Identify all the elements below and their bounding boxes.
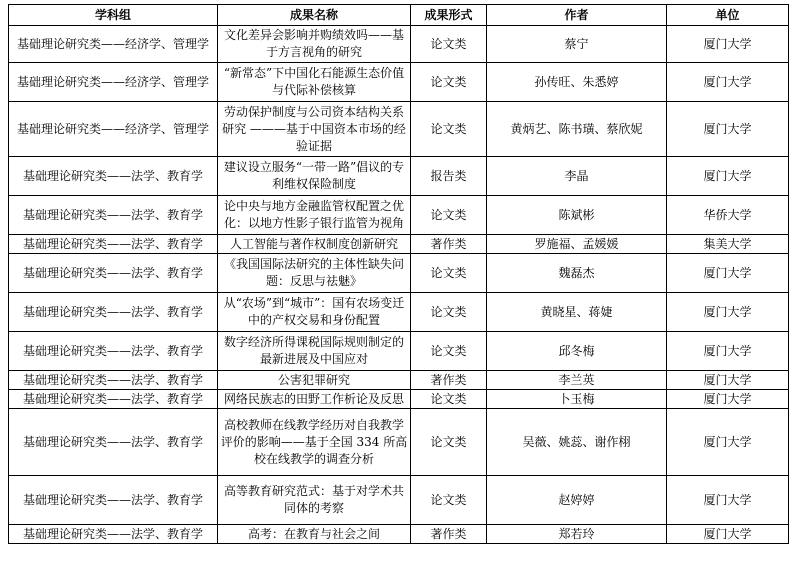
cell-unit: 厦门大学 [667, 26, 789, 63]
header-author: 作者 [487, 5, 667, 26]
cell-form: 报告类 [411, 157, 487, 196]
table-row [9, 196, 789, 235]
cell-group: 基础理论研究类——经济学、管理学 [9, 102, 218, 157]
cell-unit: 厦门大学 [667, 157, 789, 196]
table-row [9, 525, 789, 544]
cell-unit: 厦门大学 [667, 390, 789, 409]
header-group: 学科组 [9, 5, 218, 26]
cell-group: 基础理论研究类——法学、教育学 [9, 293, 218, 332]
cell-author: 孙传旺、朱悉婷 [487, 63, 667, 102]
header-row [9, 5, 789, 26]
cell-unit: 厦门大学 [667, 293, 789, 332]
cell-author: 黄晓星、蒋婕 [487, 293, 667, 332]
cell-title: 从“农场”到“城市”：国有农场变迁中的产权交易和身份配置 [218, 293, 411, 332]
table-row [9, 409, 789, 476]
cell-group: 基础理论研究类——法学、教育学 [9, 254, 218, 293]
cell-group: 基础理论研究类——法学、教育学 [9, 390, 218, 409]
cell-unit: 厦门大学 [667, 332, 789, 371]
cell-author: 邱冬梅 [487, 332, 667, 371]
cell-group: 基础理论研究类——法学、教育学 [9, 476, 218, 525]
cell-title: 文化差异会影响并购绩效吗——基于方言视角的研究 [218, 26, 411, 63]
cell-title: 高等教育研究范式：基于对学术共同体的考察 [218, 476, 411, 525]
cell-form: 论文类 [411, 254, 487, 293]
cell-author: 魏磊杰 [487, 254, 667, 293]
cell-unit: 华侨大学 [667, 196, 789, 235]
cell-unit: 厦门大学 [667, 525, 789, 544]
awards-table [8, 4, 789, 544]
cell-form: 论文类 [411, 26, 487, 63]
cell-author: 蔡宁 [487, 26, 667, 63]
cell-form: 著作类 [411, 525, 487, 544]
table-row [9, 26, 789, 63]
cell-form: 论文类 [411, 293, 487, 332]
cell-group: 基础理论研究类——法学、教育学 [9, 409, 218, 476]
cell-title: 网络民族志的田野工作析论及反思 [218, 390, 411, 409]
header-unit: 单位 [667, 5, 789, 26]
cell-form: 论文类 [411, 390, 487, 409]
cell-title: 论中央与地方金融监管权配置之优化：以地方性影子银行监管为视角 [218, 196, 411, 235]
table-row [9, 371, 789, 390]
cell-form: 论文类 [411, 196, 487, 235]
cell-author: 陈斌彬 [487, 196, 667, 235]
cell-author: 郑若玲 [487, 525, 667, 544]
cell-title: 高校教师在线教学经历对自我教学评价的影响——基于全国 334 所高校在线教学的调查分析 [218, 409, 411, 476]
cell-author: 卜玉梅 [487, 390, 667, 409]
table-row [9, 63, 789, 102]
cell-group: 基础理论研究类——法学、教育学 [9, 332, 218, 371]
cell-title: 公害犯罪研究 [218, 371, 411, 390]
cell-form: 论文类 [411, 476, 487, 525]
cell-group: 基础理论研究类——法学、教育学 [9, 525, 218, 544]
cell-group: 基础理论研究类——法学、教育学 [9, 196, 218, 235]
cell-unit: 厦门大学 [667, 254, 789, 293]
cell-title: 《我国国际法研究的主体性缺失问题：反思与祛魅》 [218, 254, 411, 293]
cell-author: 罗施福、孟媛媛 [487, 235, 667, 254]
cell-title: 高考：在教育与社会之间 [218, 525, 411, 544]
table-row [9, 254, 789, 293]
cell-form: 论文类 [411, 409, 487, 476]
table-row [9, 476, 789, 525]
cell-unit: 厦门大学 [667, 476, 789, 525]
header-title: 成果名称 [218, 5, 411, 26]
cell-form: 论文类 [411, 102, 487, 157]
cell-group: 基础理论研究类——经济学、管理学 [9, 63, 218, 102]
cell-unit: 厦门大学 [667, 63, 789, 102]
cell-title: 人工智能与著作权制度创新研究 [218, 235, 411, 254]
cell-title: 建议设立服务“一带一路”倡议的专利维权保险制度 [218, 157, 411, 196]
cell-unit: 厦门大学 [667, 371, 789, 390]
table-row [9, 332, 789, 371]
cell-form: 论文类 [411, 332, 487, 371]
cell-unit: 厦门大学 [667, 409, 789, 476]
cell-group: 基础理论研究类——经济学、管理学 [9, 26, 218, 63]
cell-group: 基础理论研究类——法学、教育学 [9, 235, 218, 254]
cell-author: 赵婷婷 [487, 476, 667, 525]
cell-form: 著作类 [411, 371, 487, 390]
table-row [9, 102, 789, 157]
cell-title: “新常态”下中国化石能源生态价值与代际补偿核算 [218, 63, 411, 102]
cell-author: 吴薇、姚蕊、谢作栩 [487, 409, 667, 476]
cell-group: 基础理论研究类——法学、教育学 [9, 157, 218, 196]
cell-author: 李兰英 [487, 371, 667, 390]
cell-title: 劳动保护制度与公司资本结构关系研究 ———基于中国资本市场的经验证据 [218, 102, 411, 157]
cell-author: 李晶 [487, 157, 667, 196]
cell-form: 著作类 [411, 235, 487, 254]
table-row [9, 157, 789, 196]
cell-unit: 集美大学 [667, 235, 789, 254]
table-row [9, 235, 789, 254]
header-form: 成果形式 [411, 5, 487, 26]
table-row [9, 390, 789, 409]
cell-unit: 厦门大学 [667, 102, 789, 157]
table-row [9, 293, 789, 332]
cell-group: 基础理论研究类——法学、教育学 [9, 371, 218, 390]
cell-author: 黄炳艺、陈书璜、蔡欣妮 [487, 102, 667, 157]
cell-title: 数字经济所得课税国际规则制定的最新进展及中国应对 [218, 332, 411, 371]
cell-form: 论文类 [411, 63, 487, 102]
